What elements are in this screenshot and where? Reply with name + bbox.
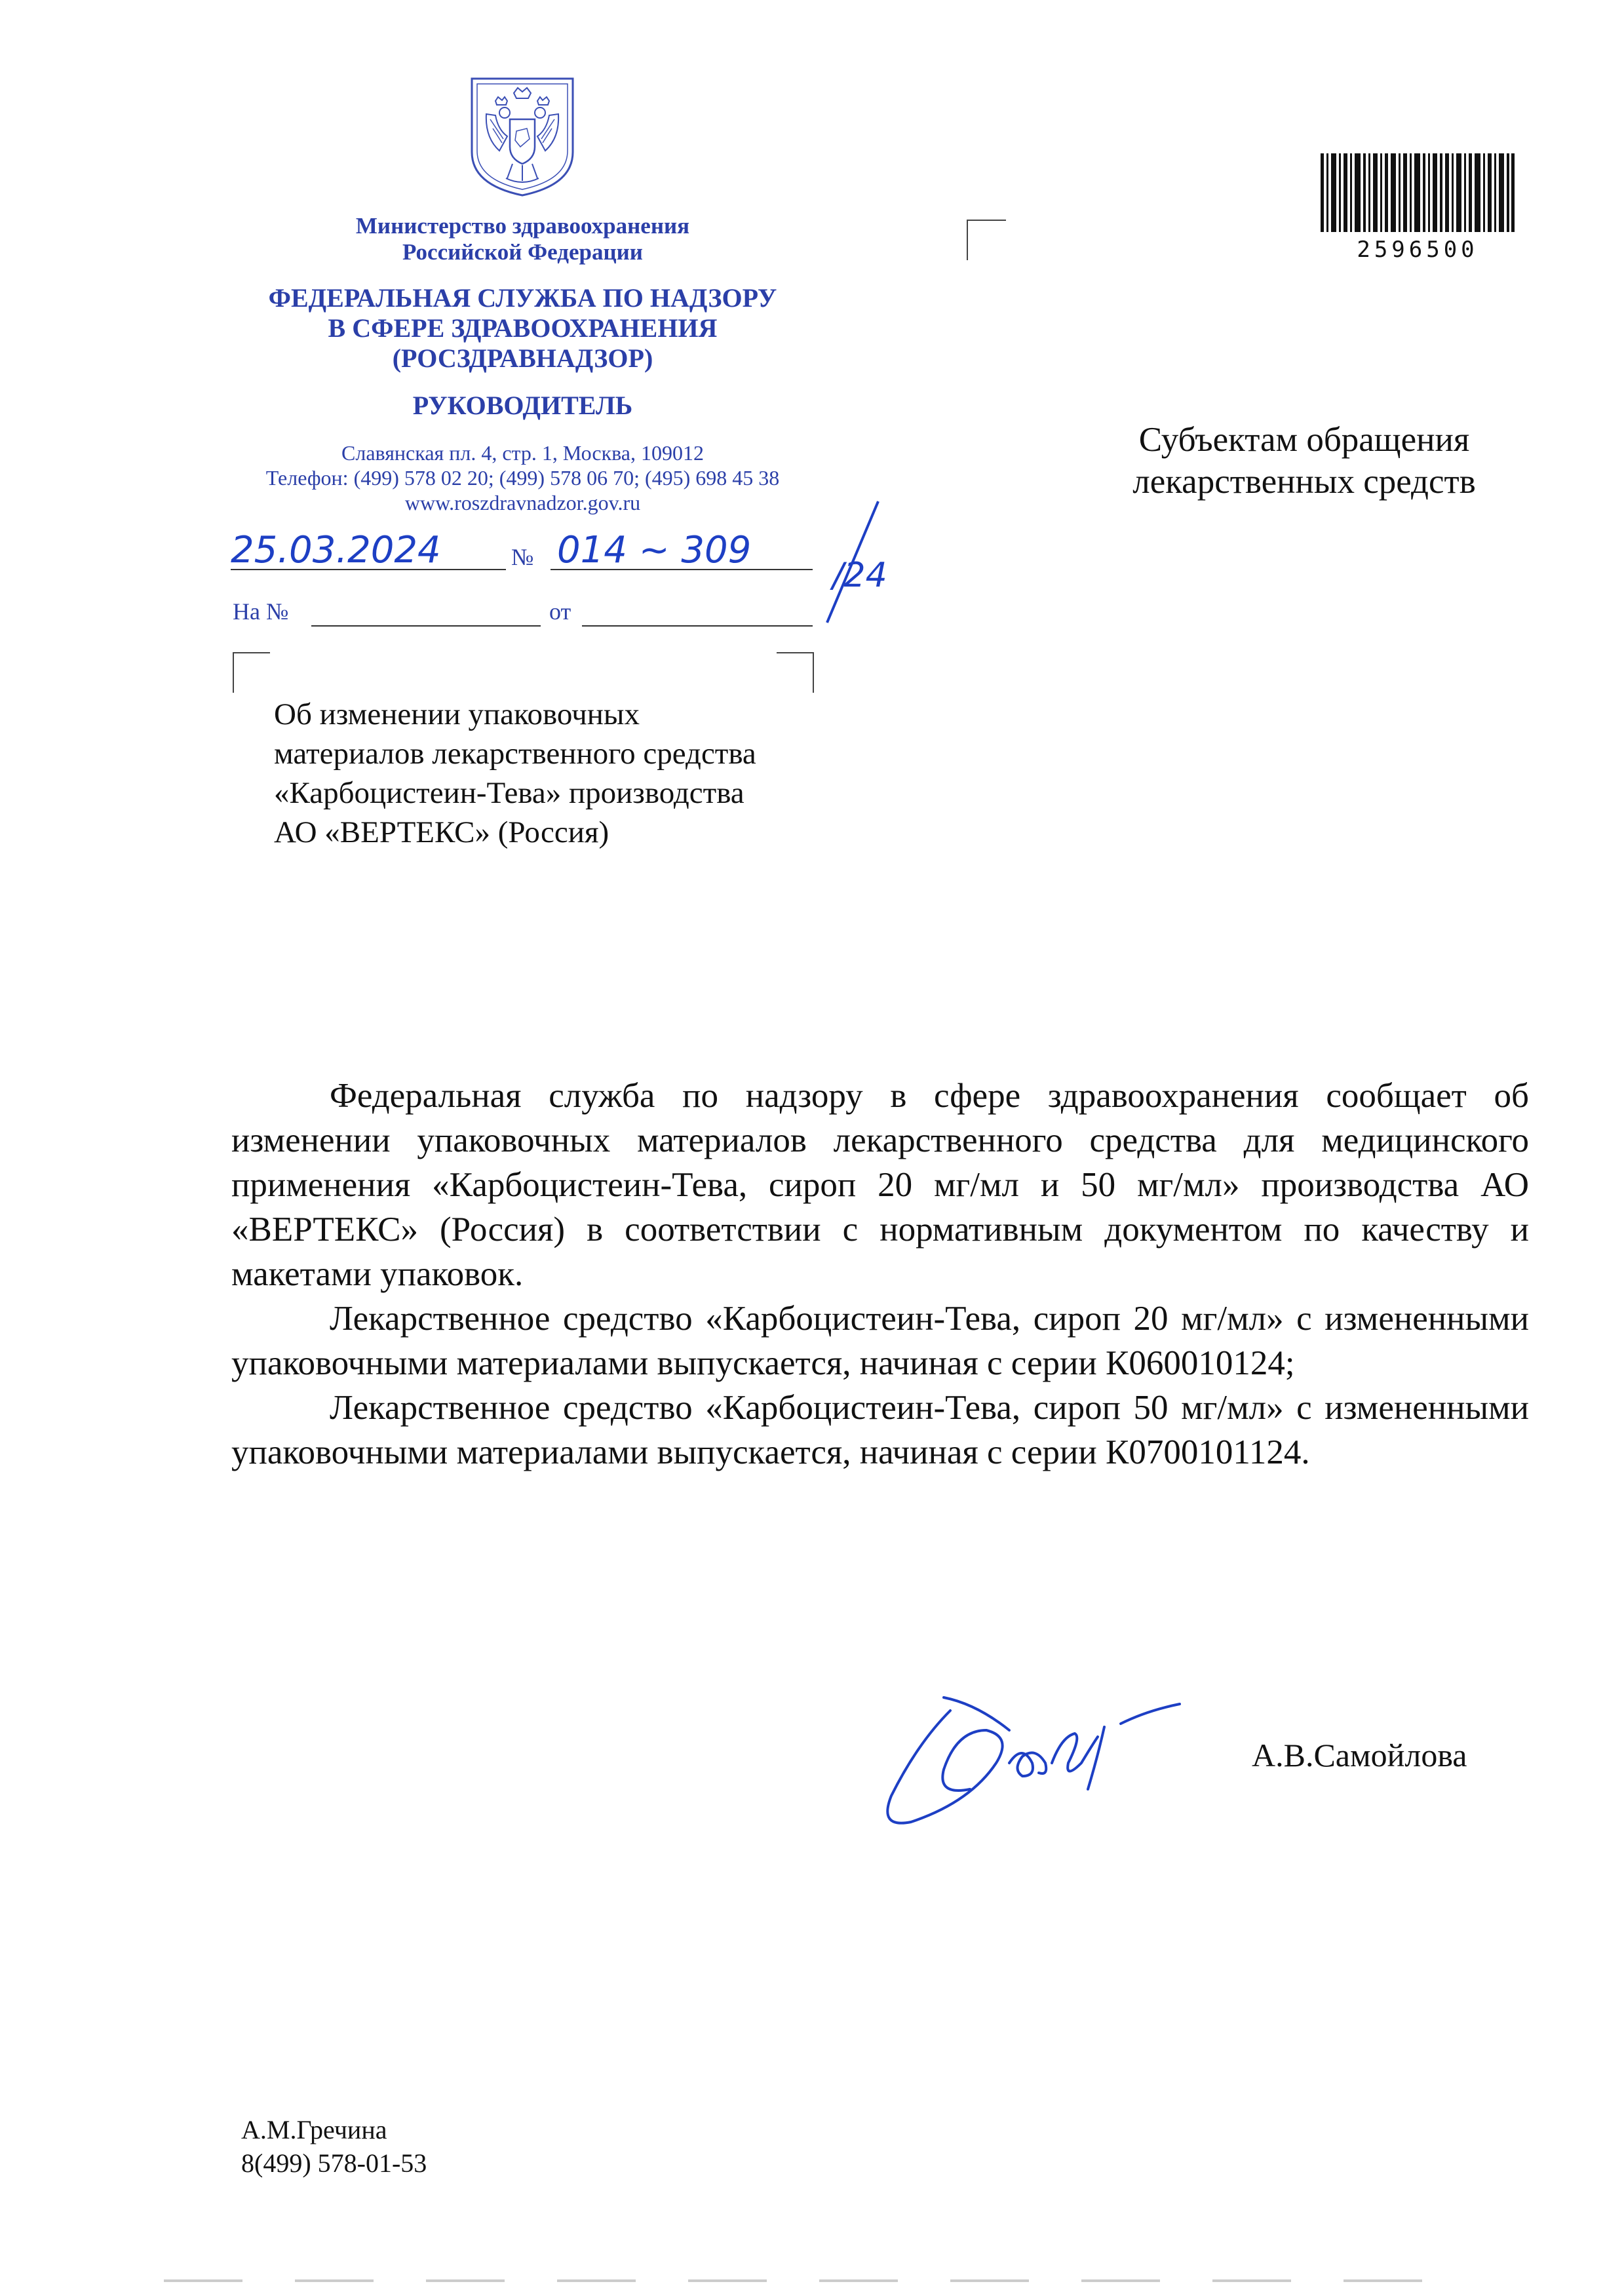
executor-phone: 8(499) 578-01-53 <box>241 2148 427 2178</box>
reply-date-field <box>582 625 813 627</box>
subject-line4: АО «ВЕРТЕКС» (Россия) <box>274 815 609 849</box>
reply-number-label: На № <box>233 598 289 625</box>
website-line: www.roszdravnadzor.gov.ru <box>404 491 641 514</box>
handwritten-signature <box>872 1665 1252 1848</box>
double-headed-eagle-icon <box>467 73 578 198</box>
registration-date: 25.03.2024 <box>231 529 441 572</box>
service-name-line2: В СФЕРЕ ЗДРАВООХРАНЕНИЯ <box>328 313 718 343</box>
recipient-line1: Субъектам обращения <box>1138 421 1470 459</box>
body-paragraph-1: Федеральная служба по надзору в сфере здравоохранения сообщает об изменении упаковочных материалов лекарственного средства для медицинского применения «Карбоцистеин-Тева, сироп 20 мг/мл и 50 мг/мл» производства АО «ВЕРТЕКС» (Россия) в соответствии с нормативным документом по качеству и макетами упаковок. <box>231 1077 1529 1293</box>
coat-of-arms-emblem <box>467 73 578 198</box>
number-underline <box>551 569 813 570</box>
address-line: Славянская пл. 4, стр. 1, Москва, 109012 <box>341 441 704 465</box>
reply-from-label: от <box>549 598 571 625</box>
bottom-scan-edge <box>164 2279 1475 2282</box>
subject-line3: «Карбоцистеин-Тева» производства <box>274 776 744 810</box>
executor-name: А.М.Гречина <box>241 2115 387 2144</box>
letter-body <box>231 1074 1529 1475</box>
recipient-line2: лекарственных средств <box>1132 463 1476 501</box>
reply-number-field <box>311 625 541 627</box>
ministry-name-line2: Российской Федерации <box>402 239 643 265</box>
service-name-line1: ФЕДЕРАЛЬНАЯ СЛУЖБА ПО НАДЗОРУ <box>268 283 777 313</box>
subject-line2: материалов лекарственного средства <box>274 737 756 771</box>
date-underline <box>231 569 506 570</box>
signatory-name: А.В.Самойлова <box>1252 1737 1467 1773</box>
service-name-line3: (РОСЗДРАВНАДЗОР) <box>392 343 653 373</box>
ministry-name-line1: Министерство здравоохранения <box>355 213 690 239</box>
phones-line: Телефон: (499) 578 02 20; (499) 578 06 70; (495) 698 45 38 <box>265 466 780 490</box>
body-paragraph-3: Лекарственное средство «Карбоцистеин-Тева, сироп 50 мг/мл» с измененными упаковочными материалами выпускается, начиная с серии К0700101124. <box>231 1389 1529 1471</box>
subject-corner-left <box>233 652 270 693</box>
barcode <box>1319 152 1516 237</box>
recipient-corner-bracket <box>967 220 1006 260</box>
subject-line1: Об изменении упаковочных <box>274 697 640 731</box>
registration-number: 014 ~ 309 <box>557 529 752 572</box>
head-title: РУКОВОДИТЕЛЬ <box>412 391 633 420</box>
barcode-number: 2596500 <box>1357 237 1479 263</box>
barcode-icon <box>1319 152 1516 237</box>
body-paragraph-2: Лекарственное средство «Карбоцистеин-Тева, сироп 20 мг/мл» с измененными упаковочными материалами выпускается, начиная с серии К060010124; <box>231 1300 1529 1382</box>
subject-corner-right <box>777 652 814 693</box>
number-label: № <box>511 544 534 570</box>
registration-number-suffix: /24 <box>832 556 887 595</box>
